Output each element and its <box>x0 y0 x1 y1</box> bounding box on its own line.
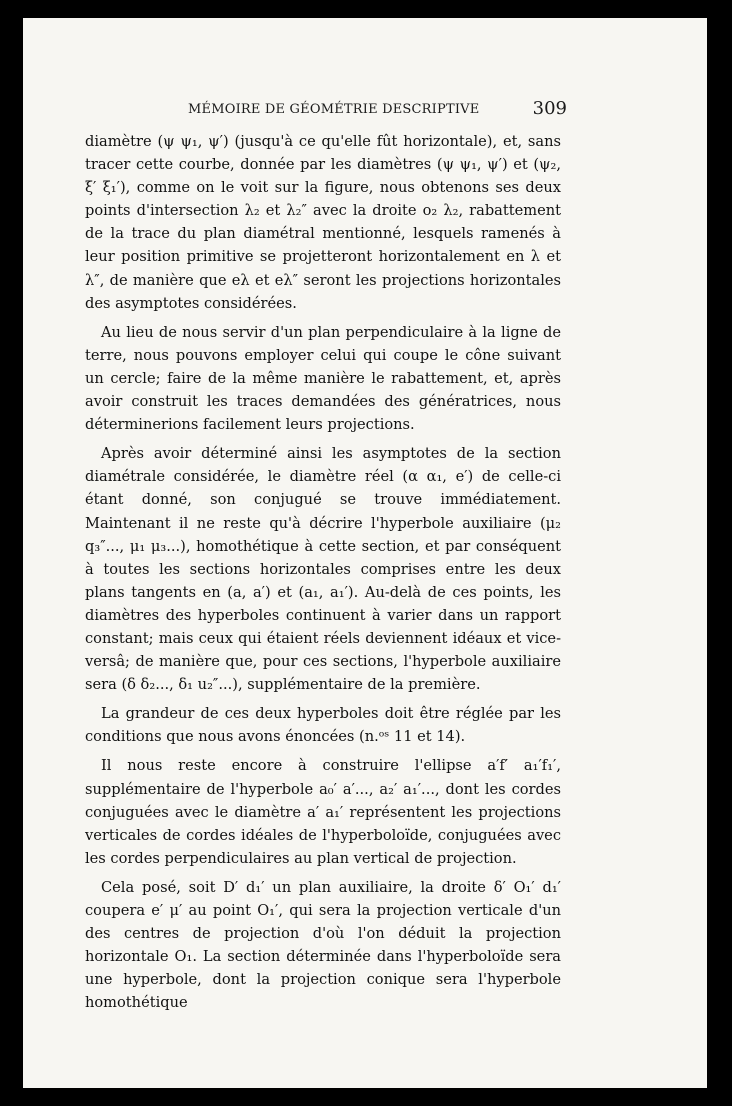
paragraph-5: Il nous reste encore à construire l'ellipse a′f′ a₁′f₁′, supplémentaire de l'hyperbole a₀′ a′..., a₂′ a₁′..., dont les cordes conjuguées avec le diamètre a′ a₁′ représentent les projections verticales de cordes idéales de l'hyperboloïde, conjuguées avec les cordes perpendiculaires au plan vertical de projection. <box>85 757 561 867</box>
page-number: 309 <box>532 98 567 119</box>
paragraph-6: Cela posé, soit D′ d₁′ un plan auxiliaire, la droite δ′ O₁′ d₁′ coupera e′ μ′ au point O₁′, qui sera la projection verticale d'un des centres de projection d'où l'on déduit la projection horizontale O₁. La section déterminée dans l'hyperboloïde sera une hyperbole, dont la projection conique sera l'hyperbole homothétique <box>85 878 561 1012</box>
paragraph-4: La grandeur de ces deux hyperboles doit être réglée par les conditions que nous avons énoncées (n.ᵒˢ 11 et 14). <box>85 705 561 746</box>
paragraph-2: Au lieu de nous servir d'un plan perpendiculaire à la ligne de terre, nous pouvons employer celui qui coupe le cône suivant un cercle; faire de la même manière le rabattement, et, après avoir construit les traces demandées des génératrices, nous déterminerions facilement leurs projections. <box>85 323 561 434</box>
running-title: MÉMOIRE DE GÉOMÉTRIE DESCRIPTIVE <box>188 102 480 117</box>
paragraph-1: diamètre (ψ ψ₁, ψ′) (jusqu'à ce qu'elle fût horizontale), et, sans tracer cette courbe, donnée par les diamètres (ψ ψ₁, ψ′) et (ψ₂, ξ′ ξ₁′), comme on le voit sur la figure, nous obtenons ses deux points d'intersection λ₂ et λ₂″ avec la droite o₂ λ₂, rabattement de la trace du plan diamétral mentionné, lesquels ramenés à leur position primitive se projetteront horizontalement en λ et λ″, de manière que eλ et eλ″ seront les projections horizontales des asymptotes considérées. <box>85 133 561 312</box>
body-text <box>85 130 561 1014</box>
page-header <box>23 98 707 122</box>
book-page <box>23 18 707 1088</box>
paragraph-3: Après avoir déterminé ainsi les asymptotes de la section diamétrale considérée, le diamètre réel (α α₁, e′) de celle-ci étant donné, son conjugué se trouve immédiatement. Maintenant il ne reste qu'à décrire l'hyperbole auxiliaire (μ₂ q₃″..., μ₁ μ₃...), homothétique à cette section, et par conséquent à toutes les sections horizontales comprises entre les deux plans tangents en (a, a′) et (a₁, a₁′). Au-delà de ces points, les diamètres des hyperboles continuent à varier dans un rapport constant; mais ceux qui étaient réels deviennent idéaux et vice-versâ; de manière que, pour ces sections, l'hyperbole auxiliaire sera (δ δ₂..., δ₁ u₂″...), supplémentaire de la première. <box>85 445 561 694</box>
